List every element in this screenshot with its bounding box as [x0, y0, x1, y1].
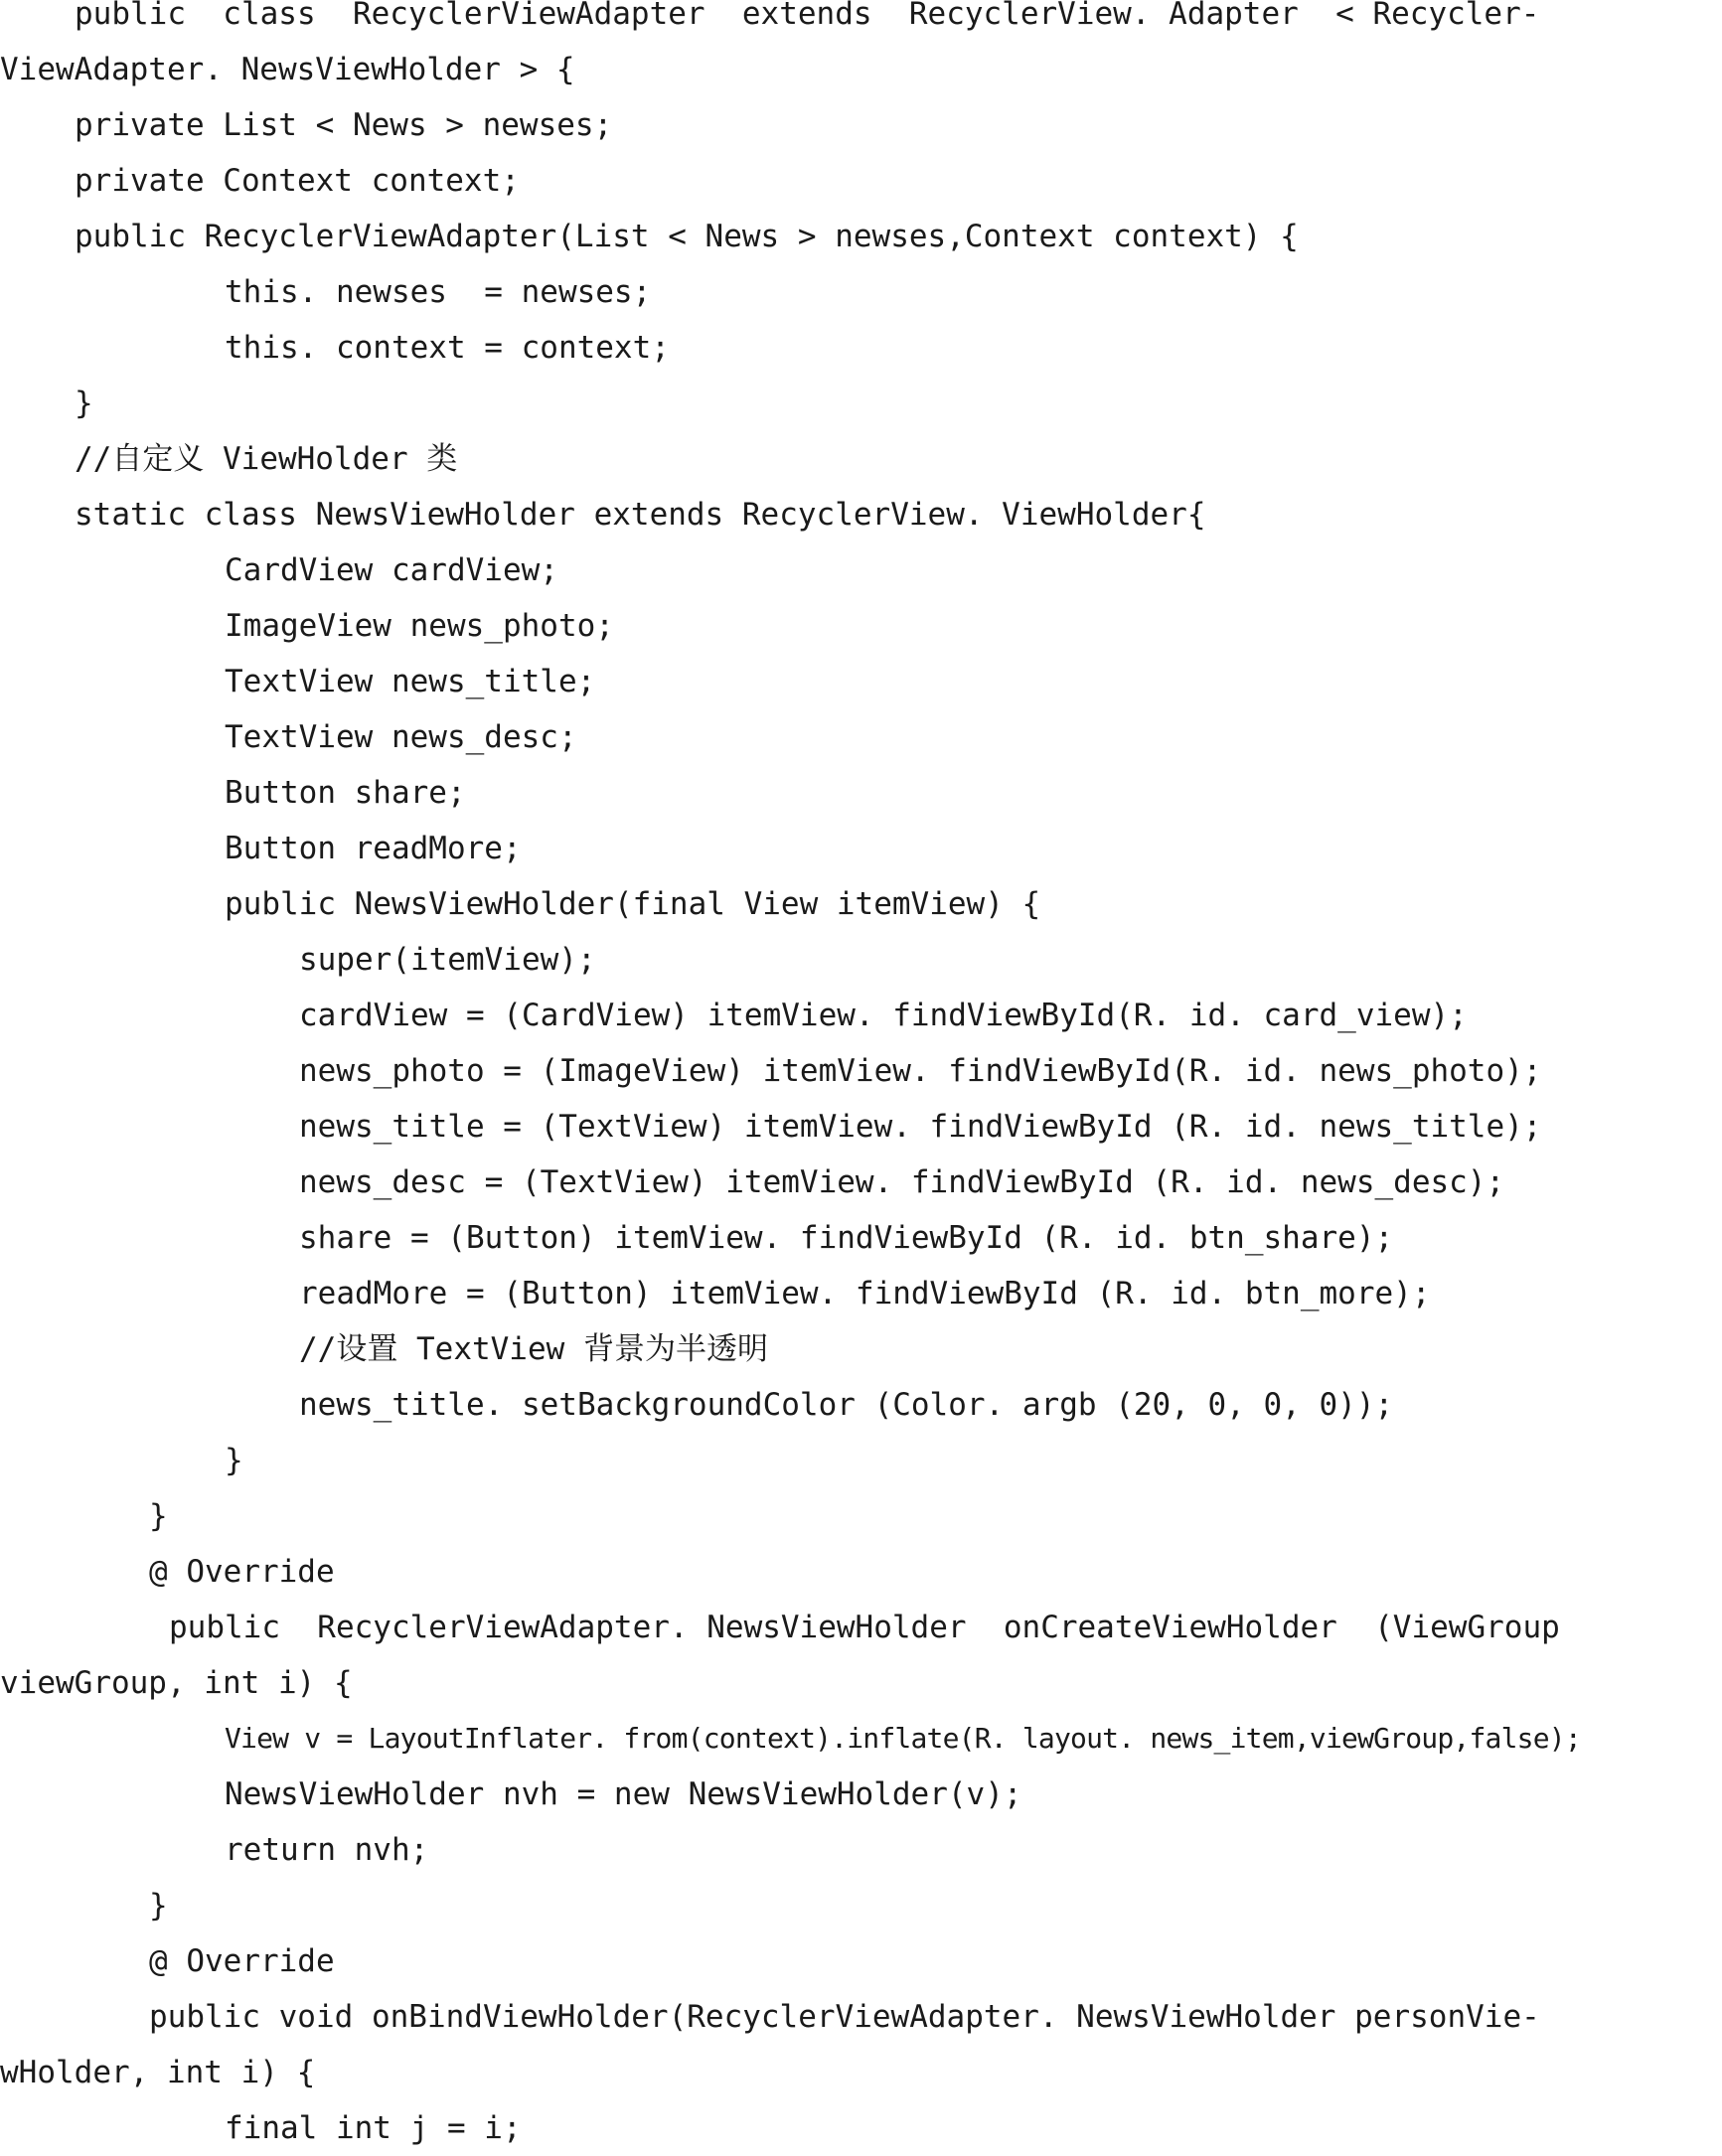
code-line: static class NewsViewHolder extends RecyclerView. ViewHolder{: [75, 497, 1206, 533]
code-line: ImageView news_photo;: [225, 608, 614, 644]
code-line: private List < News > newses;: [75, 107, 613, 143]
code-line: Button share;: [225, 775, 466, 811]
code-line: news_title = (TextView) itemView. findViewById (R. id. news_title);: [299, 1109, 1542, 1145]
code-line: super(itemView);: [299, 942, 596, 978]
code-line: final int j = i;: [225, 2110, 522, 2146]
code-line: TextView news_desc;: [225, 719, 577, 755]
code-line: this. newses = newses;: [225, 274, 652, 310]
code-line: }: [149, 1498, 168, 1534]
code-annotation: @ Override: [149, 1554, 335, 1590]
code-line: View v = LayoutInflater. from(context).inflate(R. layout. news_item,viewGroup,false);: [225, 1722, 1581, 1755]
code-line: public RecyclerViewAdapter. NewsViewHolder onCreateViewHolder (ViewGroup: [169, 1610, 1560, 1645]
code-line: cardView = (CardView) itemView. findViewById(R. id. card_view);: [299, 998, 1468, 1033]
code-line: this. context = context;: [225, 330, 670, 366]
code-line: }: [75, 385, 93, 421]
code-line: share = (Button) itemView. findViewById (R. id. btn_share);: [299, 1220, 1394, 1256]
code-line: TextView news_title;: [225, 664, 596, 699]
code-line: public void onBindViewHolder(RecyclerViewAdapter. NewsViewHolder personVie-: [149, 1999, 1540, 2035]
code-line: NewsViewHolder nvh = new NewsViewHolder(v);: [225, 1776, 1022, 1812]
code-line: private Context context;: [75, 163, 520, 199]
code-line: news_desc = (TextView) itemView. findViewById (R. id. news_desc);: [299, 1164, 1505, 1200]
code-line: news_title. setBackgroundColor (Color. argb (20, 0, 0, 0));: [299, 1387, 1394, 1423]
code-line: viewGroup, int i) {: [0, 1665, 353, 1701]
code-line: ViewAdapter. NewsViewHolder > {: [0, 52, 575, 87]
code-line: CardView cardView;: [225, 552, 558, 588]
code-comment: //设置 TextView 背景为半透明: [299, 1331, 768, 1367]
code-line: news_photo = (ImageView) itemView. findViewById(R. id. news_photo);: [299, 1053, 1542, 1089]
code-line: public NewsViewHolder(final View itemView) {: [225, 886, 1041, 922]
code-annotation: @ Override: [149, 1943, 335, 1979]
code-line: public RecyclerViewAdapter(List < News > newses,Context context) {: [75, 219, 1299, 254]
code-line: }: [225, 1443, 243, 1478]
code-line: readMore = (Button) itemView. findViewById (R. id. btn_more);: [299, 1276, 1431, 1311]
code-line: public class RecyclerViewAdapter extends RecyclerView. Adapter < Recycler-: [75, 0, 1540, 32]
code-line: Button readMore;: [225, 831, 522, 866]
code-line: return nvh;: [225, 1832, 429, 1868]
code-comment: //自定义 ViewHolder 类: [75, 441, 458, 477]
code-line: wHolder, int i) {: [0, 2055, 316, 2090]
code-line: }: [149, 1888, 168, 1924]
